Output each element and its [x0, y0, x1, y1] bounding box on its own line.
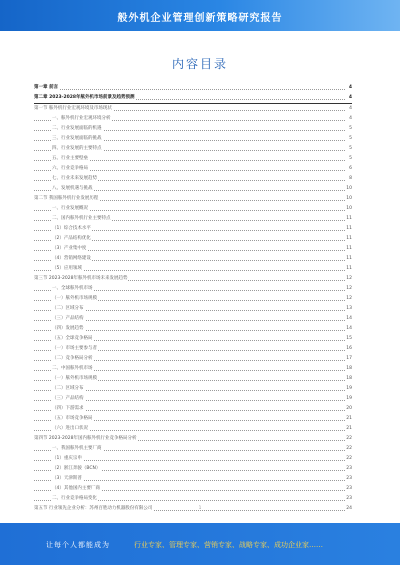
toc-entry-page: 13 [345, 304, 352, 314]
toc-entry-label: （1）重庆宗申 [52, 454, 83, 464]
toc-entry-label: 二、行业发展面临的机遇 [52, 124, 103, 134]
toc-entry-label: （三）产品结构 [52, 314, 85, 324]
toc-entry-page: 11 [345, 244, 352, 254]
toc-entry-page: 11 [345, 234, 352, 244]
toc-entry-label: 二、国内舷外机行业主要特点 [52, 214, 112, 224]
toc-entry-page: 8 [348, 174, 352, 184]
toc-entry-label: 一、行业发展概况 [52, 204, 89, 214]
toc-entry-page: 5 [348, 154, 352, 164]
toc-entry-label: （一）舷外机市场规模 [52, 294, 98, 304]
toc-entry-label: （二）区域分布 [52, 304, 85, 314]
toc-entry[interactable] [34, 174, 352, 184]
toc-entry-page: 4 [348, 114, 352, 124]
toc-entry[interactable] [34, 334, 352, 344]
toc-entry-page: 11 [345, 264, 352, 274]
toc-entry-page: 22 [345, 434, 352, 444]
toc-entry-page: 22 [345, 454, 352, 464]
toc-entry-label: 第一节 舷外机行业宏观环境及市场现状 [34, 104, 113, 114]
toc-entry-label: 第三节 2023-2028年舷外机市场未来发展趋势 [34, 274, 128, 284]
toc-entry[interactable] [34, 164, 352, 174]
toc-entry[interactable] [34, 454, 352, 464]
toc-entry-page: 5 [348, 144, 352, 154]
toc-entry[interactable] [34, 364, 352, 374]
toc-entry-label: （四）发展趋势 [52, 324, 85, 334]
toc-entry-label: 五、行业主要壁垒 [52, 154, 89, 164]
footer-tagline: 行业专家、管理专家、营销专家、战略专家、成功企业家…… [134, 541, 323, 549]
toc-entry[interactable] [34, 124, 352, 134]
toc-entry-label: （3）产业集中度 [52, 244, 87, 254]
toc-entry-label: （二）竞争格局分析 [52, 354, 94, 364]
toc-entry[interactable] [34, 474, 352, 484]
toc-entry[interactable] [34, 284, 352, 294]
toc-entry-label: （四）下游需求 [52, 404, 85, 414]
toc-entry-label: （五）全球竞争格局 [52, 334, 94, 344]
toc-entry-page: 4 [348, 104, 352, 114]
toc-entry-label: （一）市场主要参与者 [52, 344, 98, 354]
toc-entry-label: 第一章 前言 [34, 83, 59, 93]
toc-entry-label: （二）区域分布 [52, 384, 85, 394]
toc-entry[interactable] [34, 304, 352, 314]
toc-entry[interactable] [34, 424, 352, 434]
footer-slogan: 让每个人都能成为 [46, 541, 110, 549]
toc-entry[interactable] [34, 204, 352, 214]
toc-entry-label: 二、中国舷外机市场 [52, 364, 94, 374]
toc-entry[interactable] [34, 314, 352, 324]
toc-entry[interactable] [34, 154, 352, 164]
toc-entry-page: 15 [345, 334, 352, 344]
toc-entry-page: 18 [345, 364, 352, 374]
toc-entry-label: （1）综合技术水平 [52, 224, 92, 234]
toc-entry-page: 10 [345, 184, 352, 194]
toc-entry-label: 一、舷外机行业宏观环境分析 [52, 114, 112, 124]
toc-entry-label: 六、行业竞争格局 [52, 164, 89, 174]
toc-entry[interactable] [34, 374, 352, 384]
toc-entry-page: 5 [348, 134, 352, 144]
toc-entry-page: 23 [345, 484, 352, 494]
toc-entry-label: 四、行业发展的主要特点 [52, 144, 103, 154]
toc-entry-label: （3）天津斯普 [52, 474, 83, 484]
toc-entry[interactable] [34, 194, 352, 204]
toc-entry-page: 20 [345, 404, 352, 414]
toc-entry-page: 23 [345, 494, 352, 504]
toc-entry[interactable] [34, 114, 352, 124]
toc-entry-label: 二、行业竞争格局变化 [52, 494, 98, 504]
toc-entry-page: 11 [345, 224, 352, 234]
toc-entry-label: 八、发展机遇与挑战 [52, 184, 94, 194]
toc-entry-label: 第二章 2023-2028年舷外机市场前景及趋势预测 [34, 93, 135, 103]
toc-entry-label: （一）舷外机市场规模 [52, 374, 98, 384]
toc-entry-page: 21 [345, 414, 352, 424]
toc-entry[interactable] [34, 224, 352, 234]
toc-entry-page: 6 [348, 164, 352, 174]
toc-entry-page: 14 [345, 324, 352, 334]
toc-entry-page: 24 [345, 504, 352, 514]
toc-entry[interactable] [34, 134, 352, 144]
toc-entry[interactable] [34, 444, 352, 454]
report-title: 般外机企业管理创新策略研究报告 [117, 13, 283, 24]
toc-entry-page: 12 [345, 284, 352, 294]
toc-entry-label: （2）产品结构优化 [52, 234, 92, 244]
toc-entry-page: 16 [345, 344, 352, 354]
toc-entry[interactable] [34, 404, 352, 414]
toc-entry-label: （4）其他国内主要厂商 [52, 484, 101, 494]
toc-entry-page: 17 [345, 354, 352, 364]
toc-leader-dots [34, 89, 345, 90]
toc-entry-page: 10 [345, 194, 352, 204]
toc-entry[interactable] [34, 344, 352, 354]
toc-entry-label: 第二节 我国舷外机行业发展历程 [34, 194, 99, 204]
toc-entry[interactable] [34, 214, 352, 224]
toc-entry[interactable] [34, 414, 352, 424]
footer-banner [0, 523, 400, 565]
toc-heading: 内容目录 [171, 57, 228, 71]
toc-entry-page: 12 [345, 294, 352, 304]
toc-entry-label: 一、全球舷外机市场 [52, 284, 94, 294]
toc-entry-label: 三、行业发展面临的挑战 [52, 134, 103, 144]
toc-entry[interactable] [34, 274, 352, 284]
toc-entry[interactable] [34, 494, 352, 504]
toc-entry-label: （5）应用领域 [52, 264, 83, 274]
toc-entry[interactable] [34, 264, 352, 274]
toc-entry-page: 23 [345, 474, 352, 484]
toc-entry[interactable] [34, 184, 352, 194]
toc-entry[interactable] [34, 484, 352, 494]
toc-entry[interactable] [34, 234, 352, 244]
toc-entry[interactable] [34, 324, 352, 334]
toc-entry[interactable] [34, 354, 352, 364]
toc-entry[interactable] [34, 464, 352, 474]
toc-entry[interactable] [34, 384, 352, 394]
toc-entry-page: 21 [345, 424, 352, 434]
header-banner [0, 0, 400, 31]
toc-entry-page: 4 [348, 83, 352, 93]
toc-entry[interactable] [34, 244, 352, 254]
toc-entry-label: 一、我国舷外机主要厂商 [52, 444, 103, 454]
toc-entry-page: 19 [345, 384, 352, 394]
toc-entry-page: 5 [348, 124, 352, 134]
toc-entry-label: 第五节 行业领先企业分析：苏州百胜动力机器股份有限公司 [34, 504, 153, 514]
toc-entry-page: 11 [345, 214, 352, 224]
table-of-contents [34, 83, 352, 514]
toc-entry-page: 23 [345, 464, 352, 474]
toc-entry-page: 22 [345, 444, 352, 454]
toc-entry-label: （五）市场竞争格局 [52, 414, 94, 424]
toc-entry-page: 19 [345, 394, 352, 404]
toc-entry-page: 10 [345, 204, 352, 214]
toc-entry-label: （三）产品结构 [52, 394, 85, 404]
toc-entry-page: 4 [348, 93, 352, 103]
toc-entry-label: （六）进出口状况 [52, 424, 89, 434]
toc-entry[interactable] [34, 104, 352, 114]
toc-entry-label: 七、行业未来发展趋势 [52, 174, 98, 184]
toc-entry-page: 14 [345, 314, 352, 324]
toc-entry-label: （4）营销网络建设 [52, 254, 92, 264]
toc-entry[interactable] [34, 434, 352, 444]
toc-entry[interactable] [34, 93, 352, 104]
toc-entry[interactable] [34, 394, 352, 404]
toc-entry[interactable] [34, 144, 352, 154]
toc-entry-label: （2）浙江奔骏（BCN） [52, 464, 101, 474]
toc-entry-page: 12 [345, 274, 352, 284]
toc-entry[interactable] [34, 294, 352, 304]
toc-entry-page: 18 [345, 374, 352, 384]
page-number: 1 [198, 505, 202, 510]
toc-entry-page: 11 [345, 254, 352, 264]
toc-entry[interactable] [34, 254, 352, 264]
toc-entry[interactable] [34, 83, 352, 93]
toc-entry-label: 第四节 2023-2028年国内舷外机行业竞争格局分析 [34, 434, 137, 444]
